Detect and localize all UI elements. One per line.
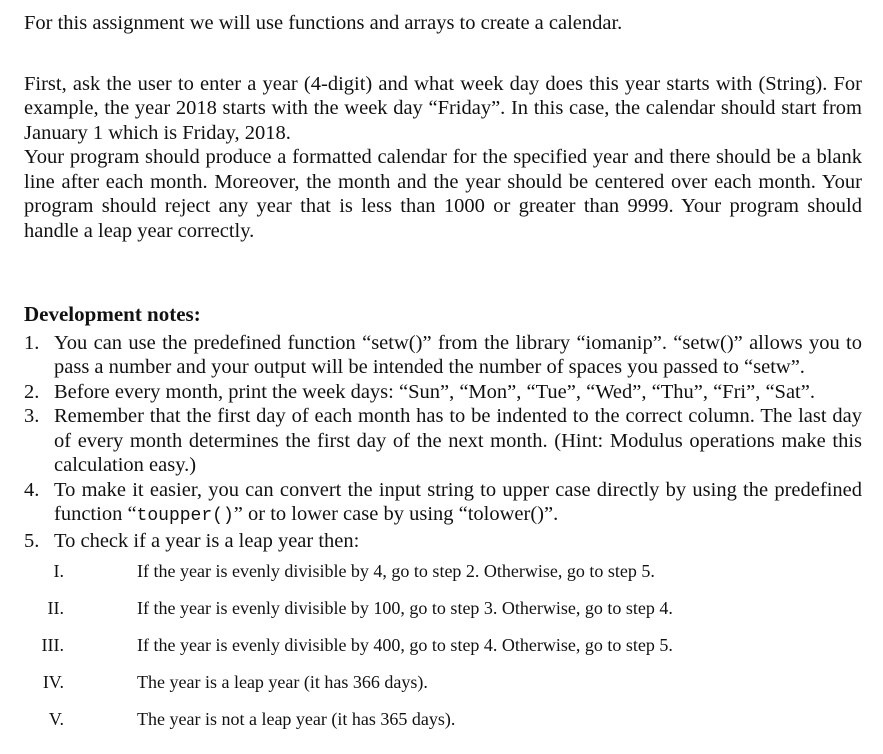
note-text-after-code: ” or to lower case by using “tolower()”. [233,503,559,525]
leap-year-steps-list [41,559,862,744]
step-numeral: I. [53,561,64,581]
note-item [24,331,862,380]
note-text-before-code: To make it easier, you can convert the input string to upper case directly by using the predefined function “ [54,478,862,525]
step-item [41,633,862,670]
step-numeral: III. [41,635,64,655]
step-text: The year is a leap year (it has 366 days). [137,672,428,692]
step-text: If the year is evenly divisible by 4, go to step 2. Otherwise, go to step 5. [137,561,655,581]
development-notes-heading: Development notes: [24,302,201,326]
note-item [24,380,862,405]
note-text: You can use the predefined function “setw()” from the library “iomanip”. “setw()” allows you to pass a number and your output will be intended the number of spaces you passed to “setw”. [54,331,862,378]
document-page [24,8,862,744]
step-numeral: II. [47,598,64,618]
note-number: 1. [24,331,40,354]
note-item [24,478,862,529]
step-item [42,670,862,707]
step-item [47,596,862,633]
step-item [54,559,862,596]
code-snippet: toupper() [136,506,234,526]
note-text: Before every month, print the week days: “Sun”, “Mon”, “Tue”, “Wed”, “Thu”, “Fri”, “Sat”. [54,380,815,403]
instructions-paragraph-2: Your program should produce a formatted calendar for the specified year and there should be a blank line after each month. Moreover, the month and the year should be centered over each month. Your program should reject any year that is less than 1000 or greater than 9999. Your program should handle a leap year correctly. [24,146,862,242]
step-numeral: V. [48,709,64,729]
note-text: To check if a year is a leap year then: [54,529,360,552]
instructions-paragraph-1: First, ask the user to enter a year (4-digit) and what week day does this year starts with (String). For example, the year 2018 starts with the week day “Friday”. In this case, the calendar should start from January 1 which is Friday, 2018. [24,72,862,144]
step-text: The year is not a leap year (it has 365 days). [137,709,456,729]
note-number: 5. [24,529,40,552]
step-text: If the year is evenly divisible by 400, go to step 4. Otherwise, go to step 5. [137,635,673,655]
note-number: 4. [24,478,40,501]
step-text: If the year is evenly divisible by 100, go to step 3. Otherwise, go to step 4. [137,598,673,618]
note-item [24,529,862,745]
note-number: 3. [24,405,40,427]
note-item [24,404,862,478]
note-text: Remember that the first day of each month has to be indented to the correct column. The last day of every month determines the first day of the next month. (Hint: Modulus operations make this calculation easy.) [54,405,862,476]
intro-text: For this assignment we will use functions and arrays to create a calendar. [24,12,623,34]
step-numeral: IV. [42,672,64,692]
note-number: 2. [24,380,40,403]
step-item [48,707,862,744]
development-notes-list [24,331,862,745]
